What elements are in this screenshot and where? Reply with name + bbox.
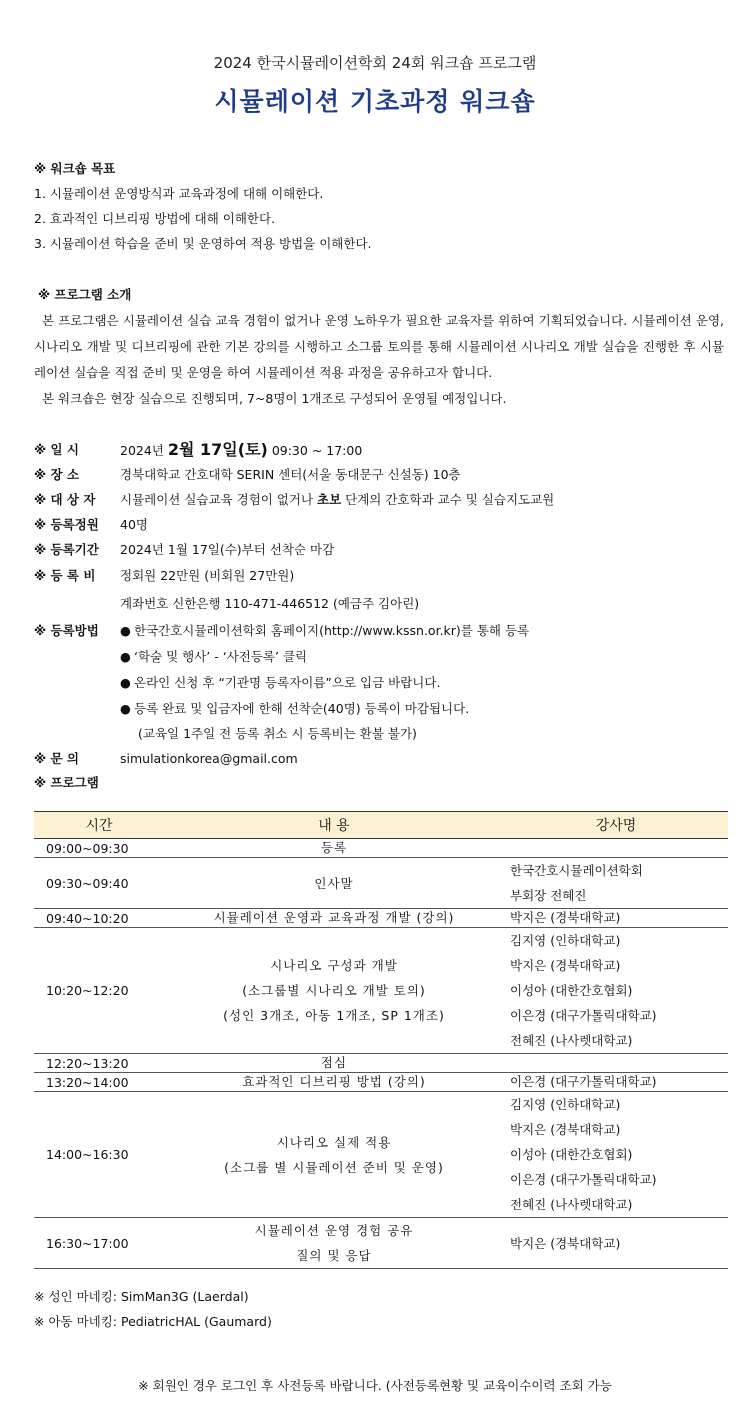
- content-line: 시나리오 구성과 개발: [270, 958, 398, 973]
- col-header-content: 내 용: [164, 812, 504, 839]
- bottom-note: ※ 회원인 경우 로그인 후 사전등록 바랍니다. (사전등록현황 및 교육이수이력 조회 가능: [138, 1378, 612, 1393]
- row-content: [164, 1092, 504, 1218]
- method-item: ● 등록 완료 및 입금자에 한해 선착순(40명) 등록이 마감됩니다.: [120, 701, 470, 716]
- content-line: 인사말: [314, 875, 354, 891]
- method-label: ※ 등록방법: [34, 623, 99, 638]
- target-value: 시뮬레이션 실습교육 경험이 없거나 초보 단계의 간호학과 교수 및 실습지도교원: [120, 492, 555, 507]
- content-line: 시뮬레이션 운영 경험 공유: [254, 1223, 414, 1238]
- speaker-line: 전혜진 (나사렛대학교): [510, 1197, 633, 1212]
- speaker-line: 김지영 (인하대학교): [510, 933, 621, 948]
- speaker-line: 박지은 (경북대학교): [510, 1235, 621, 1251]
- content-line: 시나리오 실제 적용: [276, 1134, 392, 1150]
- content-line: 등록: [320, 840, 348, 855]
- date-value: 2024년 2월 17일(토) 09:30 ~ 17:00: [120, 440, 363, 459]
- program-table-body: [34, 839, 728, 1269]
- table-row: [34, 839, 728, 858]
- capacity-label: ※ 등록정원: [34, 517, 99, 532]
- speaker-line: 이은경 (대구가톨릭대학교): [510, 1172, 657, 1187]
- speaker-line: 한국간호시뮬레이션학회: [510, 863, 643, 878]
- content-line: (성인 3개조, 아동 1개조, SP 1개조): [223, 1008, 445, 1023]
- table-row: [34, 928, 728, 1054]
- fee-label: ※ 등 록 비: [34, 568, 96, 583]
- period-value: 2024년 1월 17일(수)부터 선착순 마감: [120, 542, 335, 557]
- contact-label: ※ 문 의: [34, 751, 80, 766]
- goals-heading: ※ 워크숍 목표: [34, 161, 116, 176]
- speaker-line: 부회장 전혜진: [510, 888, 587, 903]
- speaker-line: 이성아 (대한간호협회): [510, 1147, 633, 1162]
- speaker-line: 박지은 (경북대학교): [510, 910, 621, 925]
- page-title: 시뮬레이션 기초과정 워크숍: [214, 87, 536, 116]
- target-label: ※ 대 상 자: [34, 492, 96, 507]
- content-line: 점심: [320, 1055, 348, 1070]
- table-row: [34, 1092, 728, 1218]
- row-speakers: [504, 858, 728, 909]
- content-line: (소그룹 별 시뮬레이션 준비 및 운영): [224, 1159, 444, 1175]
- intro-heading: ※ 프로그램 소개: [38, 287, 132, 302]
- row-time: 09:30~09:40: [34, 858, 164, 909]
- intro-paragraph-2: 본 워크숍은 현장 실습으로 진행되며, 7~8명이 1개조로 구성되어 운영될 예정입니다.: [42, 391, 507, 406]
- footnotes: [34, 1284, 272, 1334]
- goal-item: 2. 효과적인 디브리핑 방법에 대해 이해한다.: [34, 211, 276, 226]
- row-time: 13:20~14:00: [34, 1073, 164, 1092]
- speaker-line: 김지영 (인하대학교): [510, 1097, 621, 1112]
- row-content: [164, 1073, 504, 1092]
- col-header-speaker: 강사명: [504, 812, 728, 839]
- row-time: 09:40~10:20: [34, 909, 164, 928]
- speaker-line: 박지은 (경북대학교): [510, 958, 621, 973]
- goals-section: [34, 156, 372, 256]
- row-content: [164, 839, 504, 858]
- capacity-value: 40명: [120, 517, 148, 532]
- row-content: [164, 1054, 504, 1073]
- row-speakers: [504, 839, 728, 858]
- row-time: 09:00~09:30: [34, 839, 164, 858]
- speaker-line: 박지은 (경북대학교): [510, 1122, 621, 1137]
- goal-item: 3. 시뮬레이션 학습을 준비 및 운영하여 적용 방법을 이해한다.: [34, 236, 372, 251]
- method-item: ● 한국간호시뮬레이션학회 홈페이지(http://www.kssn.or.kr)를 통해 등록: [120, 623, 530, 638]
- row-speakers: [504, 909, 728, 928]
- method-item: ● ‘학술 및 행사’ - ‘사전등록’ 클릭: [120, 649, 308, 664]
- table-row: [34, 1218, 728, 1269]
- content-line: 시뮬레이션 운영과 교육과정 개발 (강의): [213, 910, 455, 925]
- footnote-child-manikin: ※ 아동 마네킹: PediatricHAL (Gaumard): [34, 1314, 272, 1329]
- footnote-adult-manikin: ※ 성인 마네킹: SimMan3G (Laerdal): [34, 1289, 249, 1304]
- row-time: 14:00~16:30: [34, 1092, 164, 1218]
- method-note: (교육일 1주일 전 등록 취소 시 등록비는 환불 불가): [138, 726, 417, 741]
- row-content: [164, 1218, 504, 1269]
- table-row: [34, 1054, 728, 1073]
- table-row: [34, 1073, 728, 1092]
- account-value: 계좌번호 신한은행 110-471-446512 (예금주 김아린): [120, 596, 420, 611]
- row-time: 16:30~17:00: [34, 1218, 164, 1269]
- row-speakers: [504, 1092, 728, 1218]
- speaker-line: 이성아 (대한간호협회): [510, 983, 633, 998]
- contact-email[interactable]: simulationkorea@gmail.com: [120, 751, 298, 766]
- fee-value: 정회원 22만원 (비회원 27만원): [120, 568, 295, 583]
- page-subtitle: 2024 한국시뮬레이션학회 24회 워크숍 프로그램: [213, 54, 537, 72]
- table-row: [34, 909, 728, 928]
- col-header-time: 시간: [34, 812, 164, 839]
- content-line: 질의 및 응답: [296, 1248, 372, 1263]
- goal-item: 1. 시뮬레이션 운영방식과 교육과정에 대해 이해한다.: [34, 186, 324, 201]
- row-content: [164, 858, 504, 909]
- row-speakers: [504, 1218, 728, 1269]
- content-line: 효과적인 디브리핑 방법 (강의): [242, 1074, 426, 1089]
- speaker-line: 이은경 (대구가톨릭대학교): [510, 1008, 657, 1023]
- row-content: [164, 928, 504, 1054]
- row-speakers: [504, 1054, 728, 1073]
- method-item: ● 온라인 신청 후 “기관명 등록자이름”으로 입금 바랍니다.: [120, 675, 441, 690]
- speaker-line: 이은경 (대구가톨릭대학교): [510, 1074, 657, 1089]
- row-content: [164, 909, 504, 928]
- speaker-line: 전혜진 (나사렛대학교): [510, 1033, 633, 1048]
- program-table: [34, 811, 728, 1269]
- intro-paragraph: 본 프로그램은 시뮬레이션 실습 교육 경험이 없거나 운영 노하우가 필요한 교육자를 위하여 기획되었습니다. 시뮬레이션 운영, 시나리오 개발 및 디브리핑에 관한 기본 강의를 시행하고 소그룹 토의를 통해 시뮬레이션 시나리오 개발 실습을 진행한 후 시뮬레이션 실습을 직접 준비 및 운영을 하여 시뮬레이션 적용 과정을 공유하고자 합니다.: [34, 313, 724, 380]
- row-speakers: [504, 928, 728, 1054]
- program-label: ※ 프로그램: [34, 775, 99, 790]
- table-row: [34, 858, 728, 909]
- period-label: ※ 등록기간: [34, 542, 99, 557]
- place-label: ※ 장 소: [34, 467, 80, 482]
- intro-section: [34, 282, 724, 412]
- content-line: (소그룹별 시나리오 개발 토의): [242, 983, 426, 998]
- date-label: ※ 일 시: [34, 442, 80, 457]
- row-time: 12:20~13:20: [34, 1054, 164, 1073]
- row-speakers: [504, 1073, 728, 1092]
- place-value: 경북대학교 간호대학 SERIN 센터(서울 동대문구 신설동) 10층: [120, 467, 461, 482]
- row-time: 10:20~12:20: [34, 928, 164, 1054]
